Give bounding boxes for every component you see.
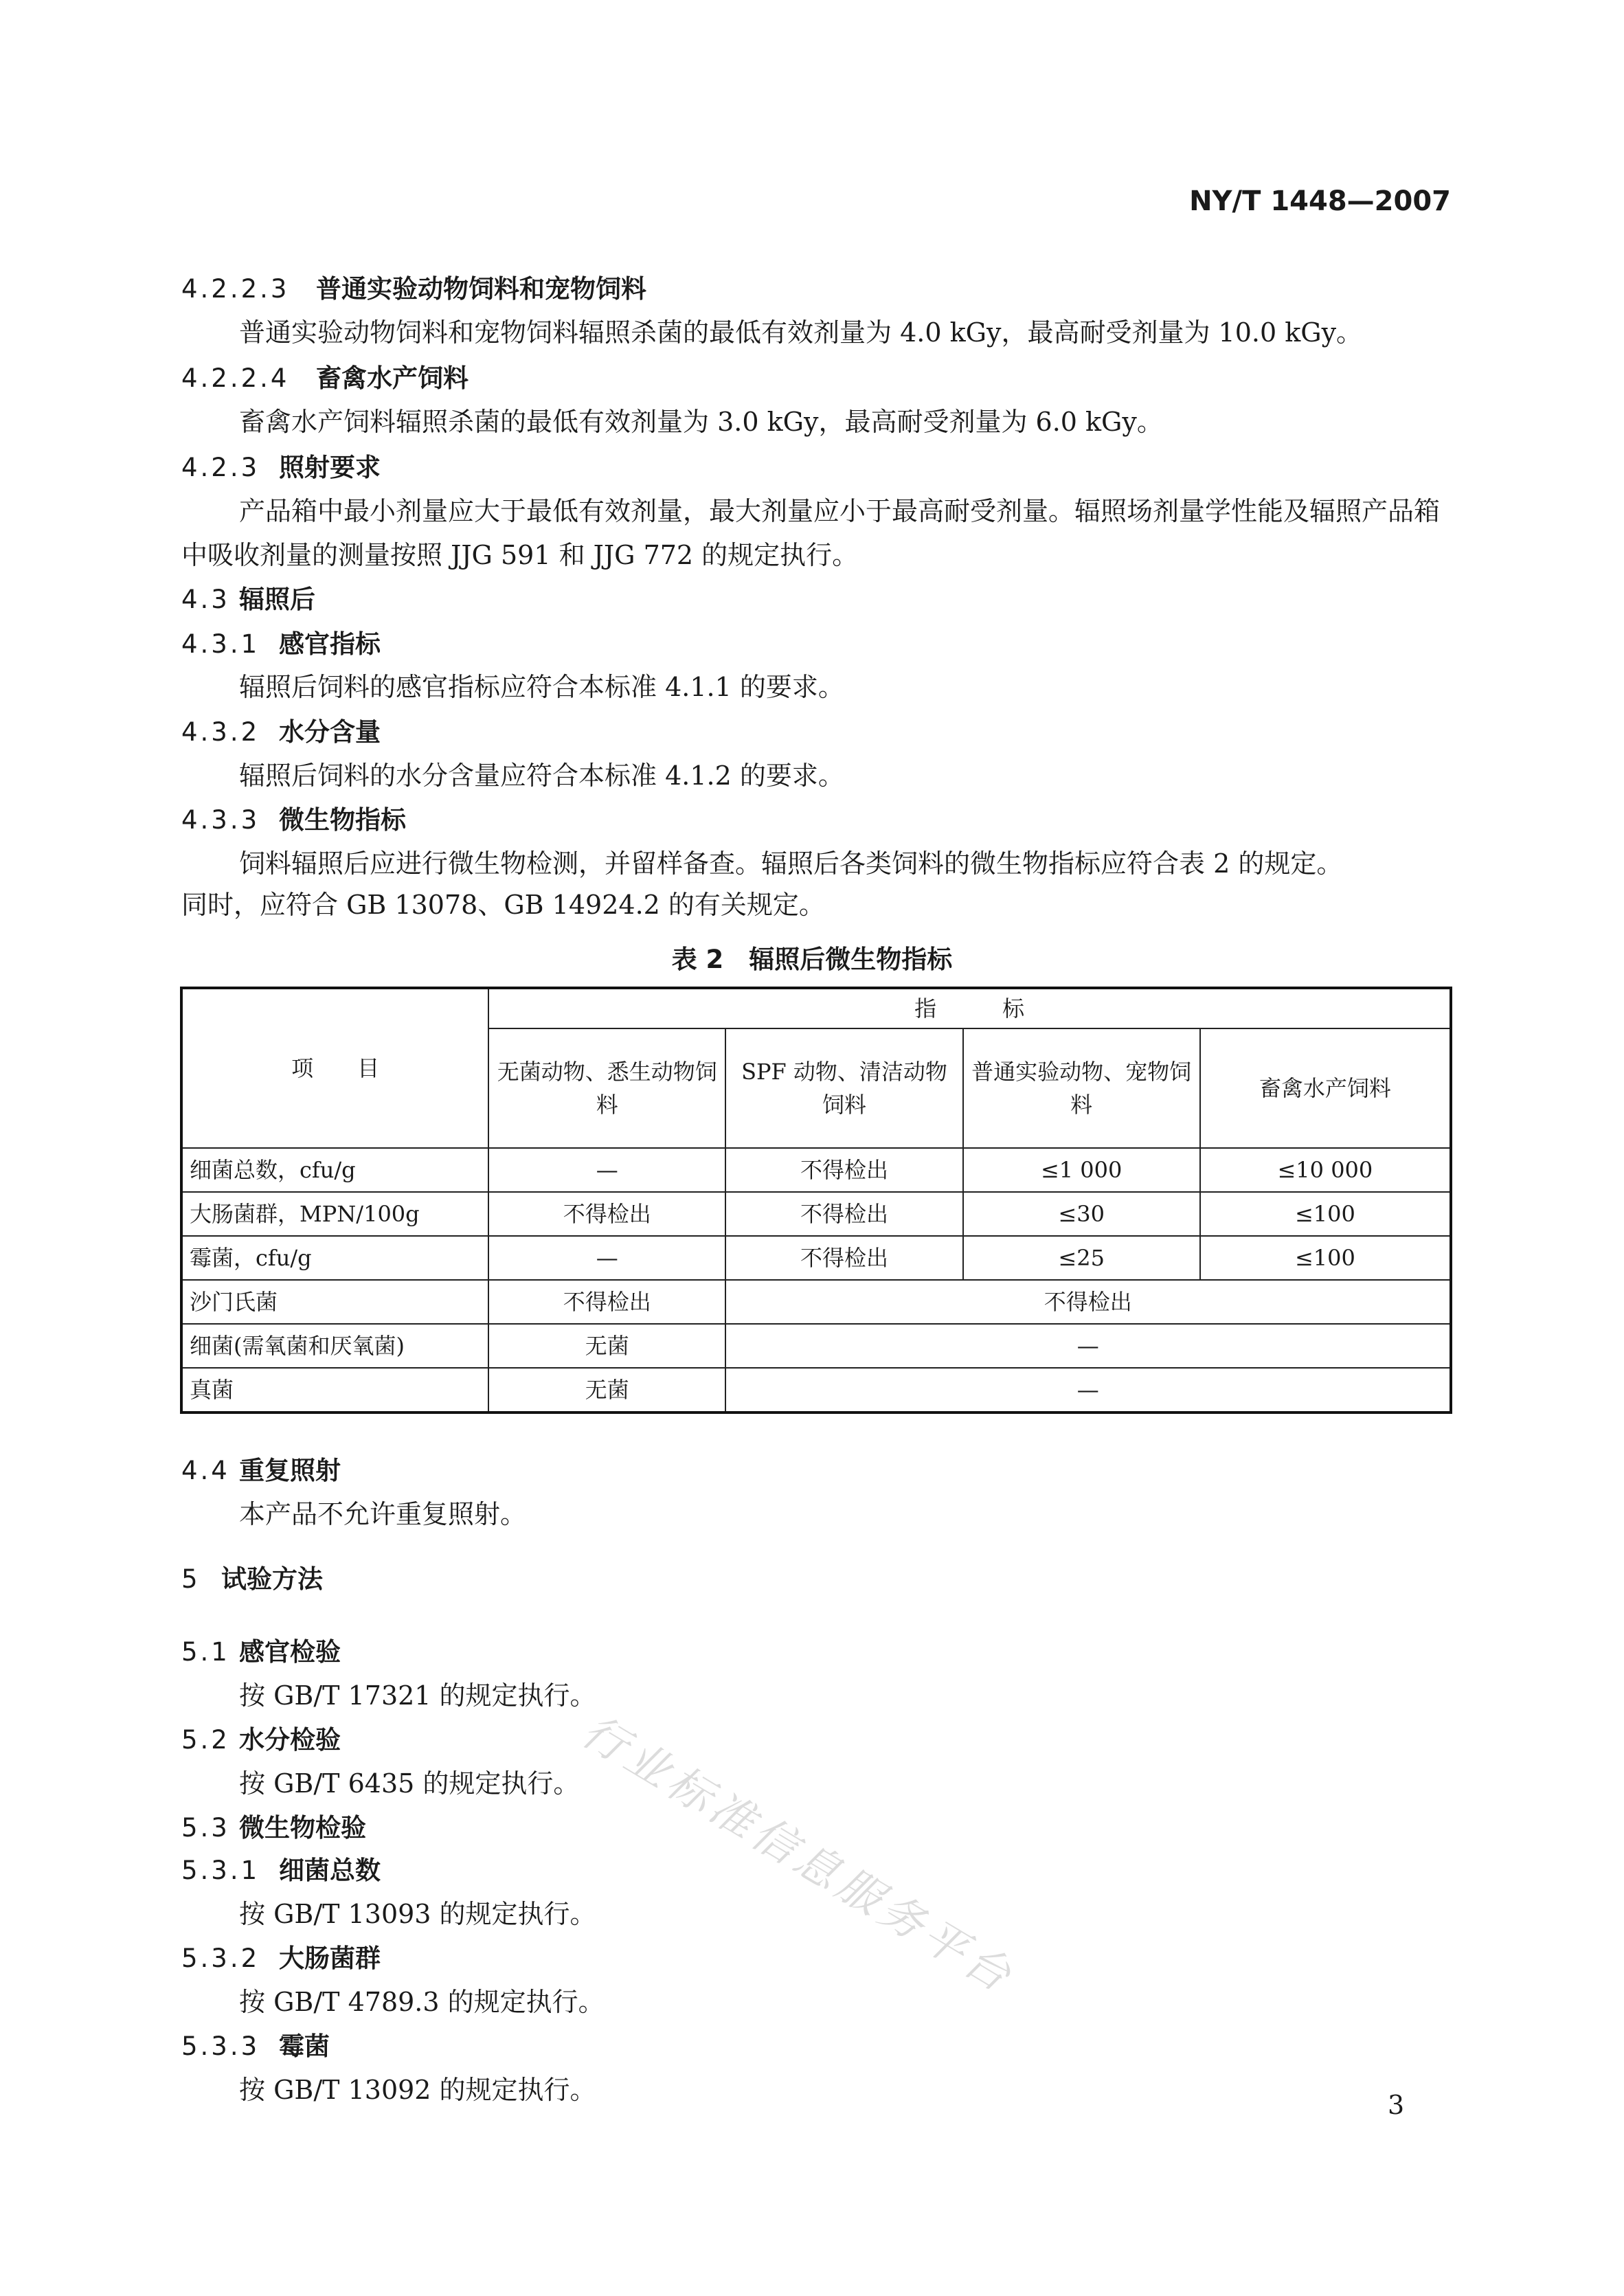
paragraph: 辐照后饲料的水分含量应符合本标准 4.1.2 的要求。 <box>239 761 844 791</box>
paragraph: 按 GB/T 6435 的规定执行。 <box>239 1768 580 1799</box>
cell: 不得检出 <box>488 1192 725 1236</box>
section-title: 感官指标 <box>279 629 381 659</box>
cell-merged: — <box>725 1324 1451 1368</box>
cell: ≤100 <box>1200 1192 1451 1236</box>
heading-4-2-3 <box>181 447 381 484</box>
cell: ≤25 <box>963 1236 1200 1280</box>
section-number: 4.2.3 <box>181 453 260 482</box>
section-title: 水分检验 <box>239 1725 341 1755</box>
heading-4-2-2-3 <box>181 268 646 305</box>
section-number: 5.3.1 <box>181 1856 260 1885</box>
cell: 无菌 <box>488 1368 725 1413</box>
cell-item: 细菌总数，cfu/g <box>181 1148 488 1192</box>
heading-5-3-3 <box>181 2025 330 2062</box>
paragraph: 普通实验动物饲料和宠物饲料辐照杀菌的最低有效剂量为 4.0 kGy，最高耐受剂量为 10.0 kGy。 <box>239 317 1363 348</box>
section-number: 5.1 <box>181 1637 230 1667</box>
section-title: 微生物指标 <box>279 805 406 835</box>
section-number: 5.2 <box>181 1725 230 1755</box>
heading-4-3-1 <box>181 623 381 660</box>
heading-4-3 <box>181 578 315 616</box>
table-row <box>181 1192 1451 1236</box>
paragraph: 按 GB/T 13092 的规定执行。 <box>239 2075 596 2105</box>
table-caption: 表 2 辐照后微生物指标 <box>671 945 953 974</box>
section-number: 4.4 <box>181 1456 230 1485</box>
microbial-index-table <box>180 987 1452 1414</box>
paragraph: 按 GB/T 4789.3 的规定执行。 <box>239 1987 605 2017</box>
section-title: 试验方法 <box>221 1564 323 1594</box>
cell: 无菌 <box>488 1324 725 1368</box>
table-row <box>181 1148 1451 1192</box>
heading-5-1 <box>181 1631 341 1668</box>
header-col-2: SPF 动物、清洁动物饲料 <box>725 1028 962 1148</box>
cell: ≤30 <box>963 1192 1200 1236</box>
section-number: 4.2.2.3 <box>181 274 290 304</box>
header-col-1: 无菌动物、悉生动物饲料 <box>488 1028 725 1148</box>
paragraph: 饲料辐照后应进行微生物检测，并留样备查。辐照后各类饲料的微生物指标应符合表 2 的规定。 <box>239 848 1343 879</box>
paragraph: 辐照后饲料的感官指标应符合本标准 4.1.1 的要求。 <box>239 672 844 702</box>
table-header-row <box>181 988 1451 1028</box>
cell-merged: 不得检出 <box>725 1280 1451 1324</box>
heading-5-3-2 <box>181 1937 381 1974</box>
paragraph: 按 GB/T 13093 的规定执行。 <box>239 1899 596 1929</box>
table-row <box>181 1368 1451 1413</box>
cell-item: 沙门氏菌 <box>181 1280 488 1324</box>
paragraph-continuation: 同时，应符合 GB 13078、GB 14924.2 的有关规定。 <box>181 890 825 920</box>
section-number: 4.3.2 <box>181 717 260 747</box>
section-title: 大肠菌群 <box>279 1944 381 1973</box>
paragraph: 按 GB/T 17321 的规定执行。 <box>239 1680 596 1711</box>
section-number: 5.3.2 <box>181 1944 260 1973</box>
watermark: 行业标准信息服务平台 <box>573 1705 1024 2005</box>
section-title: 重复照射 <box>239 1456 341 1485</box>
section-title: 感官检验 <box>239 1637 341 1667</box>
table-row <box>181 1236 1451 1280</box>
header-col-3: 普通实验动物、宠物饲料 <box>963 1028 1200 1148</box>
cell-item: 细菌(需氧菌和厌氧菌) <box>181 1324 488 1368</box>
section-title: 霉菌 <box>279 2031 330 2061</box>
table-row <box>181 1280 1451 1324</box>
section-title: 照射要求 <box>279 453 381 482</box>
cell-item: 霉菌，cfu/g <box>181 1236 488 1280</box>
table-row <box>181 1324 1451 1368</box>
heading-4-3-2 <box>181 711 381 748</box>
section-number: 4.3.1 <box>181 629 260 659</box>
section-number: 4.3.3 <box>181 805 260 835</box>
section-title: 普通实验动物饲料和宠物饲料 <box>316 274 646 304</box>
section-title: 辐照后 <box>239 585 315 614</box>
heading-5-3-1 <box>181 1849 381 1887</box>
heading-4-2-2-4 <box>181 357 469 394</box>
paragraph: 畜禽水产饲料辐照杀菌的最低有效剂量为 3.0 kGy，最高耐受剂量为 6.0 kGy。 <box>239 407 1163 437</box>
cell: 不得检出 <box>725 1192 962 1236</box>
section-title: 细菌总数 <box>279 1856 381 1885</box>
section-number: 5.3.3 <box>181 2031 260 2061</box>
section-number: 5.3 <box>181 1813 230 1843</box>
cell-item: 真菌 <box>181 1368 488 1413</box>
section-title: 水分含量 <box>279 717 381 747</box>
cell: — <box>488 1148 725 1192</box>
heading-4-3-3 <box>181 799 406 836</box>
cell-item: 大肠菌群，MPN/100g <box>181 1192 488 1236</box>
cell: 不得检出 <box>488 1280 725 1324</box>
paragraph: 本产品不允许重复照射。 <box>239 1499 527 1529</box>
cell: 不得检出 <box>725 1236 962 1280</box>
section-title: 畜禽水产饲料 <box>316 363 469 393</box>
header-col-4: 畜禽水产饲料 <box>1200 1028 1451 1148</box>
header-index-group: 指 标 <box>488 988 1451 1028</box>
heading-5 <box>181 1558 323 1595</box>
section-number: 4.3 <box>181 585 230 614</box>
section-title: 微生物检验 <box>239 1813 366 1843</box>
header-item: 项 目 <box>181 988 488 1148</box>
paragraph: 产品箱中最小剂量应大于最低有效剂量，最大剂量应小于最高耐受剂量。辐照场剂量学性能及辐照产品箱中吸收剂量的测量按照 JJG 591 和 JJG 772 的规定执行。 <box>181 496 1441 570</box>
heading-5-3 <box>181 1807 366 1844</box>
cell: ≤100 <box>1200 1236 1451 1280</box>
cell: — <box>488 1236 725 1280</box>
section-number: 5 <box>181 1564 201 1594</box>
page-number: 3 <box>1388 2090 1405 2120</box>
cell: 不得检出 <box>725 1148 962 1192</box>
heading-5-2 <box>181 1719 341 1756</box>
section-number: 4.2.2.4 <box>181 363 290 393</box>
cell: ≤1 000 <box>963 1148 1200 1192</box>
cell-merged: — <box>725 1368 1451 1413</box>
standard-number: NY/T 1448—2007 <box>1189 185 1451 217</box>
cell: ≤10 000 <box>1200 1148 1451 1192</box>
heading-4-4 <box>181 1450 341 1487</box>
